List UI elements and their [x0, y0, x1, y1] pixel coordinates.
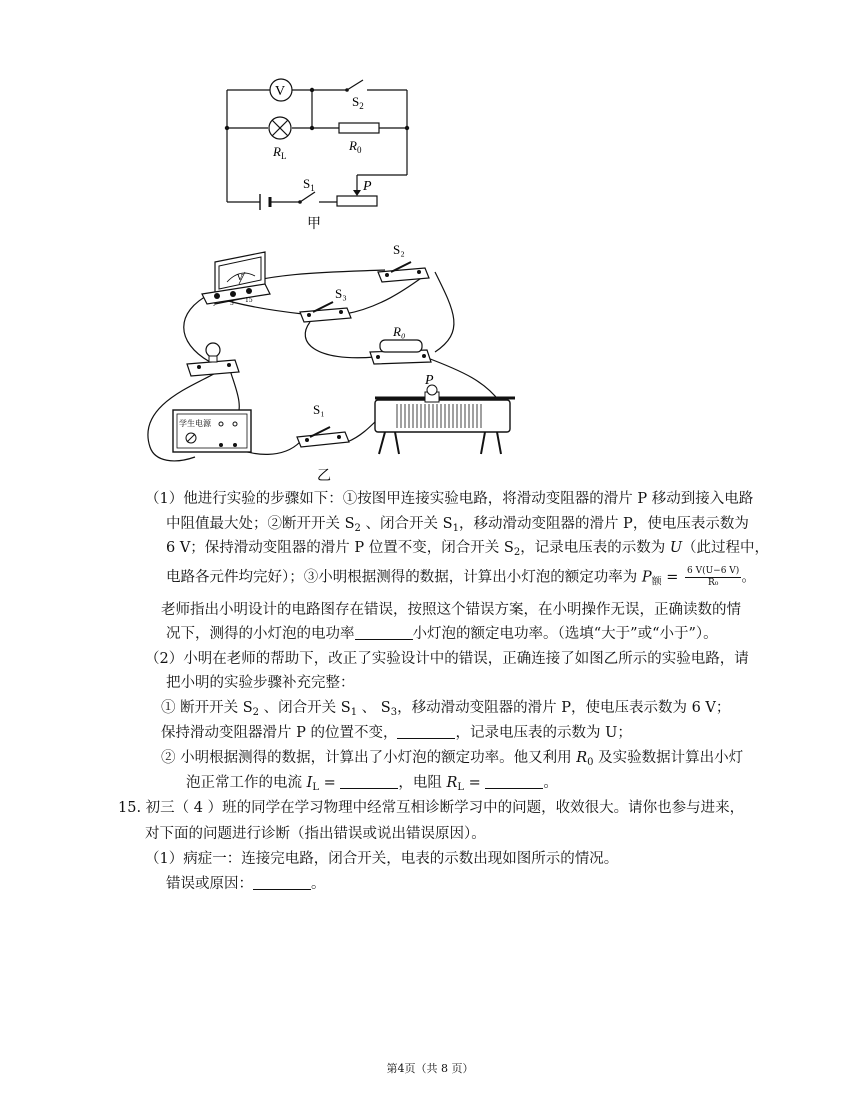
s2-label: $S_2$	[352, 94, 364, 111]
power-supply-device	[173, 410, 251, 452]
meter-term-15: 15	[245, 297, 253, 304]
meter-v-label: V	[237, 273, 243, 282]
power-supply-label: 学生电源	[179, 419, 211, 428]
answer-blank-4[interactable]	[485, 774, 543, 789]
figure-caption-jia: 甲	[307, 216, 321, 232]
meter-term-3: 3	[230, 300, 234, 307]
voltmeter-label: V	[275, 84, 286, 99]
q2-line-1: （2）小明在老师的帮助下，改正了实验设计中的错误，正确连接了如图乙所示的实验电路，请	[145, 651, 749, 667]
lamp-device	[187, 343, 239, 376]
q15-line-4: 错误或原因： 。	[166, 876, 326, 892]
q15-line-2: 对下面的问题进行诊断（指出错误或说出错误原因）。	[145, 826, 486, 842]
answer-blank-5[interactable]	[253, 875, 311, 890]
q15-line-3: （1）病症一：连接完电路，闭合开关，电表的示数出现如图所示的情况。	[145, 851, 619, 867]
voltmeter-device	[202, 252, 270, 309]
p-device-label: P	[425, 373, 434, 388]
apparatus-diagram-yi	[135, 232, 535, 487]
answer-blank-2[interactable]	[397, 724, 455, 739]
q2-line-6: 泡正常工作的电流 $I_L$ = ，电阻 $R_L$ = 。	[186, 775, 558, 793]
q1-line-4: 电路各元件均完好）；③小明根据测得的数据，计算出小灯泡的额定功率为 $P_额$ = $\frac{6 V(U-6 V)}{\text{R₀}}$ 。	[166, 566, 756, 588]
s3-device-label: S₃	[335, 286, 347, 301]
p-label: P	[363, 179, 372, 194]
q1-line-5: 老师指出小明设计的电路图存在错误，按照这个错误方案，在小明操作无误，正确读数的情	[161, 602, 741, 618]
r0-device-label: R₀	[393, 324, 406, 339]
q1-line-2: 中阻值最大处；②断开开关 $S_2$ 、闭合开关 $S_1$，移动滑动变阻器的滑片 P，使电压表示数为	[166, 516, 749, 534]
q1-line-1: （1）他进行实验的步骤如下：①按图甲连接实验电路，将滑动变阻器的滑片 P 移动到接入电路	[145, 491, 754, 507]
q1-line-3: 6 V；保持滑动变阻器的滑片 P 位置不变，闭合开关 $S_2$，记录电压表的示数为 U（此过程中，	[166, 540, 770, 558]
q1-line-6: 况下，测得的小灯泡的电功率 小灯泡的额定电功率。（选填“大于”或“小于”）。	[166, 626, 718, 642]
power-formula-fraction: $\frac{6 V(U-6 V)}{\text{R₀}}$	[687, 566, 740, 588]
figure-caption-yi: 乙	[317, 468, 331, 484]
circuit-diagram-jia	[215, 70, 425, 235]
resistor-r0-device	[370, 340, 431, 364]
s1-label: $S_1$	[303, 176, 315, 193]
q2-line-5: ② 小明根据测得的数据，计算出了小灯泡的额定功率。他又利用 $R_0$ 及实验数据计算出小灯	[161, 750, 744, 768]
r0-label: $R_0$	[349, 138, 362, 155]
q2-line-2: 把小明的实验步骤补充完整：	[166, 675, 355, 691]
q2-line-4: 保持滑动变阻器滑片 P 的位置不变， ，记录电压表的示数为 U；	[161, 725, 632, 741]
q2-line-3: ① 断开开关 $S_2$ 、闭合开关 $S_1$ 、 $S_3$，移动滑动变阻器的滑片 P，使电压表示数为 6 V；	[161, 700, 731, 718]
switch-s3-device	[300, 302, 351, 322]
answer-blank-1[interactable]	[355, 625, 413, 640]
page-footer: 第4页（共 8 页）	[386, 1062, 474, 1075]
q15-line-1: 15. 初三（ 4 ）班的同学在学习物理中经常互相诊断学习中的问题，收效很大。请你也参与进来，	[118, 800, 745, 816]
s1-device-label: S₁	[313, 402, 325, 417]
s2-device-label: S₂	[393, 242, 405, 257]
switch-s2-device	[378, 262, 429, 282]
meter-term-minus: -	[213, 302, 216, 309]
switch-s1-device	[297, 427, 349, 447]
rl-label: $R_L$	[273, 144, 287, 161]
answer-blank-3[interactable]	[340, 774, 398, 789]
